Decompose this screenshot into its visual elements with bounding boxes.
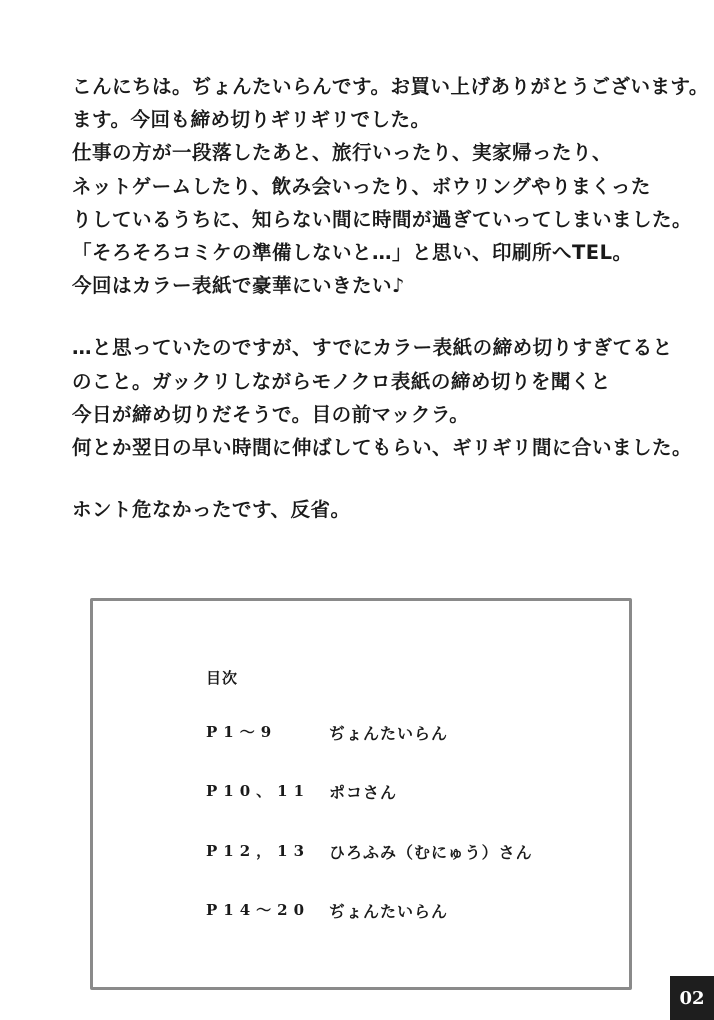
- toc-entry-pages: P14〜20: [206, 901, 311, 919]
- intro-line: りしているうちに、知らない間に時間が過ぎていってしまいました。: [72, 207, 693, 231]
- intro-line: ネットゲームしたり、飲み会いったり、ボウリングやりまくった: [72, 174, 651, 198]
- paragraph-gap: [72, 464, 692, 493]
- intro-line: 今日が締め切りだそうで。目の前マックラ。: [72, 402, 470, 426]
- toc-entry: [206, 840, 606, 864]
- intro-line: こんにちは。ぢょんたいらんです。お買い上げありがとうございます。: [72, 75, 709, 98]
- intro-line: ます。今回も締め切りギリギリでした。: [72, 108, 431, 132]
- table-of-contents: [90, 598, 632, 990]
- intro-line: 仕事の方が一段落したあと、旅行いったり、実家帰ったり、: [72, 141, 613, 165]
- toc-entry: [206, 899, 606, 923]
- paragraph-gap: [72, 302, 692, 331]
- toc-entry-pages: P10、11: [206, 782, 311, 800]
- toc-entry: [206, 721, 606, 745]
- toc-title: 目次: [206, 669, 239, 687]
- toc-entry-pages: P12，13: [206, 842, 311, 860]
- page-number: 02: [670, 976, 714, 1020]
- intro-line: 何とか翌日の早い時間に伸ばしてもらい、ギリギリ間に合いました。: [72, 435, 693, 459]
- toc-entry: [206, 780, 606, 804]
- intro-text: [72, 70, 709, 526]
- toc-entry-pages: P1〜9: [206, 723, 278, 741]
- toc-entry-author: ポコさん: [329, 783, 398, 802]
- intro-line: …と思っていたのですが、すでにカラー表紙の締め切りすぎてると: [72, 336, 673, 360]
- intro-line: ホント危なかったです、反省。: [72, 498, 351, 522]
- toc-entry-author: ぢょんたいらん: [329, 902, 449, 921]
- intro-line: のこと。ガックリしながらモノクロ表紙の締め切りを聞くと: [72, 369, 611, 393]
- toc-entry-author: ぢょんたいらん: [329, 724, 449, 743]
- intro-line: 「そろそろコミケの準備しないと…」と思い、印刷所へTEL。: [72, 240, 633, 264]
- toc-entry-author: ひろふみ（むにゅう）さん: [329, 843, 533, 862]
- intro-line: 今回はカラー表紙で豪華にいきたい♪: [72, 274, 405, 298]
